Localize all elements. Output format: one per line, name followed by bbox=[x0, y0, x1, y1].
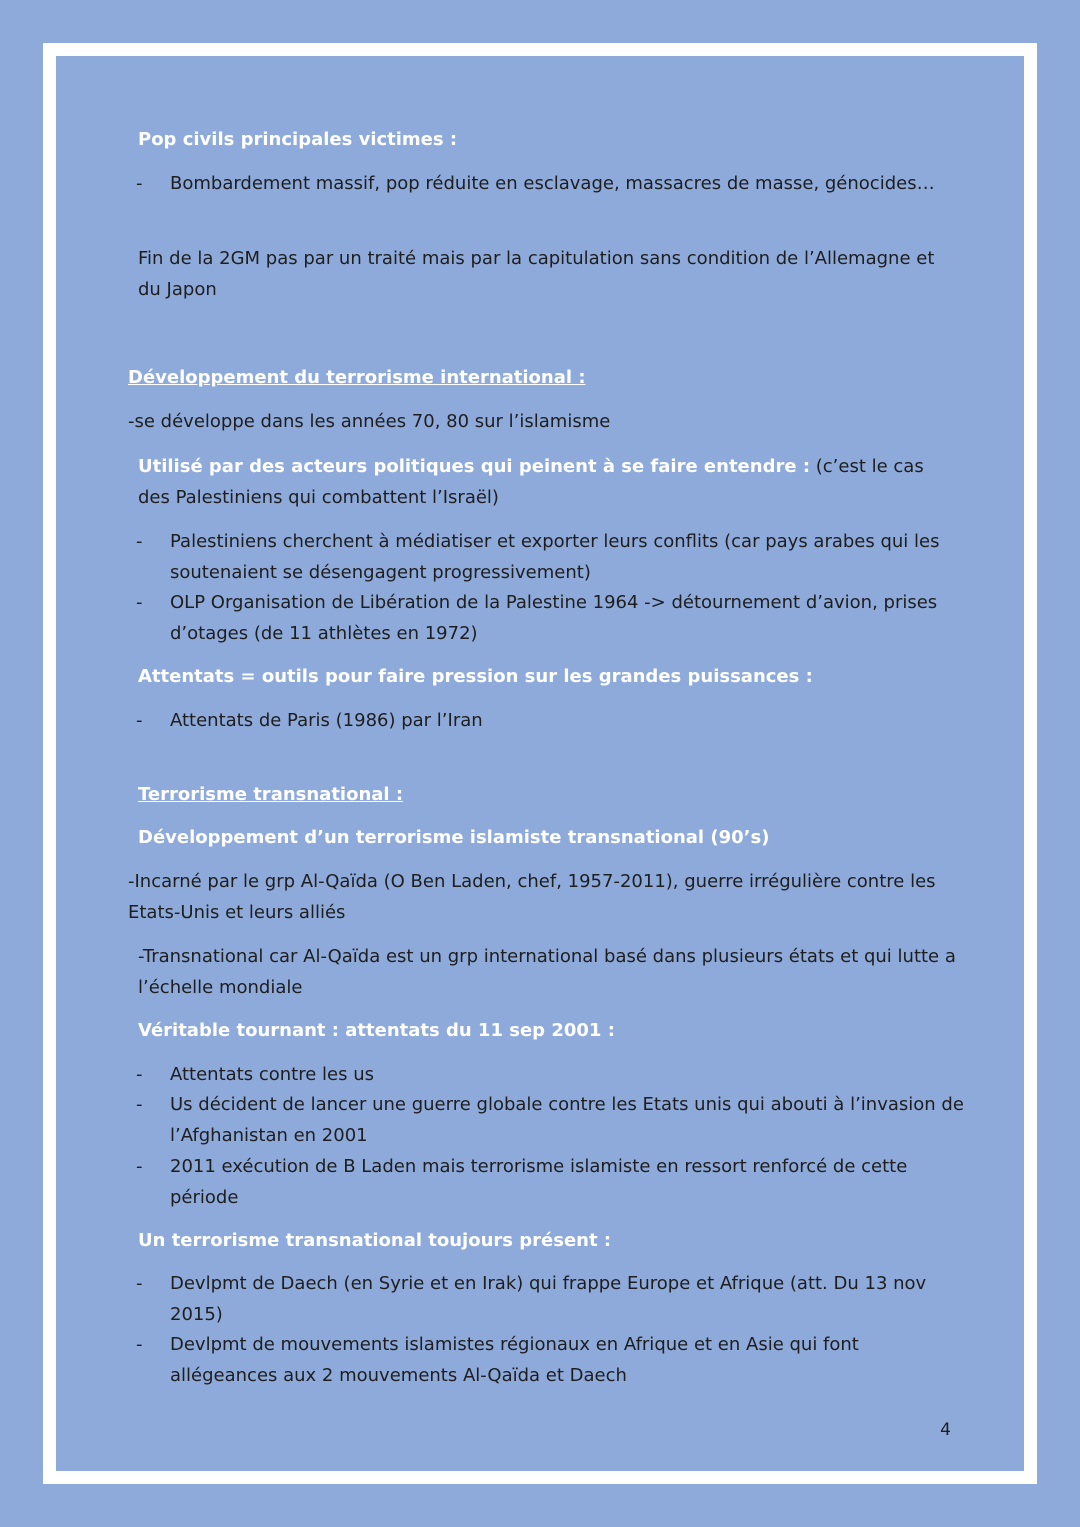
bullet-dash: - bbox=[136, 531, 143, 552]
bullet-dash: - bbox=[136, 1156, 143, 1177]
list-item-text: Attentats contre les us bbox=[170, 1064, 374, 1085]
section-heading: Pop civils principales victimes : bbox=[138, 129, 458, 150]
bullet-dash: - bbox=[136, 1273, 143, 1294]
list-item-text: OLP Organisation de Libération de la Palestine 1964 -> détournement d’avion, prises d’otages (de 11 athlètes en 1972) bbox=[170, 592, 938, 644]
subheading: Véritable tournant : attentats du 11 sep 2001 : bbox=[138, 1020, 615, 1041]
subheading-text: (c’est le cas des Palestiniens qui combattent l’Israël) bbox=[138, 456, 924, 508]
list-item-text: Devlpmt de mouvements islamistes régionaux en Afrique et en Asie qui font allégeances aux 2 mouvements Al-Qaïda et Daech bbox=[170, 1334, 859, 1386]
list-item-text: Us décident de lancer une guerre globale contre les Etats unis qui abouti à l’invasion de l’Afghanistan en 2001 bbox=[170, 1094, 964, 1146]
section-heading: Développement du terrorisme international : bbox=[128, 367, 586, 388]
bullet-dash: - bbox=[136, 173, 143, 194]
bullet-dash: - bbox=[136, 1334, 143, 1355]
list-item-text: Palestiniens cherchent à médiatiser et exporter leurs conflits (car pays arabes qui les soutenaient se désengagent progressivement) bbox=[170, 531, 940, 583]
document-page bbox=[56, 56, 1024, 1471]
bullet-dash: - bbox=[136, 710, 143, 731]
page-content bbox=[56, 56, 1024, 1471]
page-number: 4 bbox=[940, 1420, 951, 1440]
subheading: Utilisé par des acteurs politiques qui peinent à se faire entendre : bbox=[138, 456, 811, 477]
list-item-text: Bombardement massif, pop réduite en esclavage, massacres de masse, génocides… bbox=[170, 173, 935, 194]
subheading: Développement d’un terrorisme islamiste transnational (90’s) bbox=[138, 827, 770, 848]
section-heading: Terrorisme transnational : bbox=[138, 784, 404, 805]
bullet-dash: - bbox=[136, 1064, 143, 1085]
paragraph: -Transnational car Al-Qaïda est un grp international basé dans plusieurs états et qui lutte a l’échelle mondiale bbox=[138, 946, 956, 998]
subheading: Un terrorisme transnational toujours présent : bbox=[138, 1230, 612, 1251]
paragraph bbox=[138, 452, 938, 513]
subheading: Attentats = outils pour faire pression sur les grandes puissances : bbox=[138, 666, 813, 687]
paragraph: -se développe dans les années 70, 80 sur l’islamisme bbox=[128, 411, 611, 432]
paragraph: Fin de la 2GM pas par un traité mais par la capitulation sans condition de l’Allemagne et du Japon bbox=[138, 248, 935, 300]
list-item-text: 2011 exécution de B Laden mais terrorisme islamiste en ressort renforcé de cette période bbox=[170, 1156, 908, 1208]
bullet-dash: - bbox=[136, 1094, 143, 1115]
paragraph: -Incarné par le grp Al-Qaïda (O Ben Laden, chef, 1957-2011), guerre irrégulière contre les Etats-Unis et leurs alliés bbox=[128, 871, 936, 923]
list-item-text: Attentats de Paris (1986) par l’Iran bbox=[170, 710, 483, 731]
list-item-text: Devlpmt de Daech (en Syrie et en Irak) qui frappe Europe et Afrique (att. Du 13 nov 2015) bbox=[170, 1273, 927, 1325]
bullet-dash: - bbox=[136, 592, 143, 613]
